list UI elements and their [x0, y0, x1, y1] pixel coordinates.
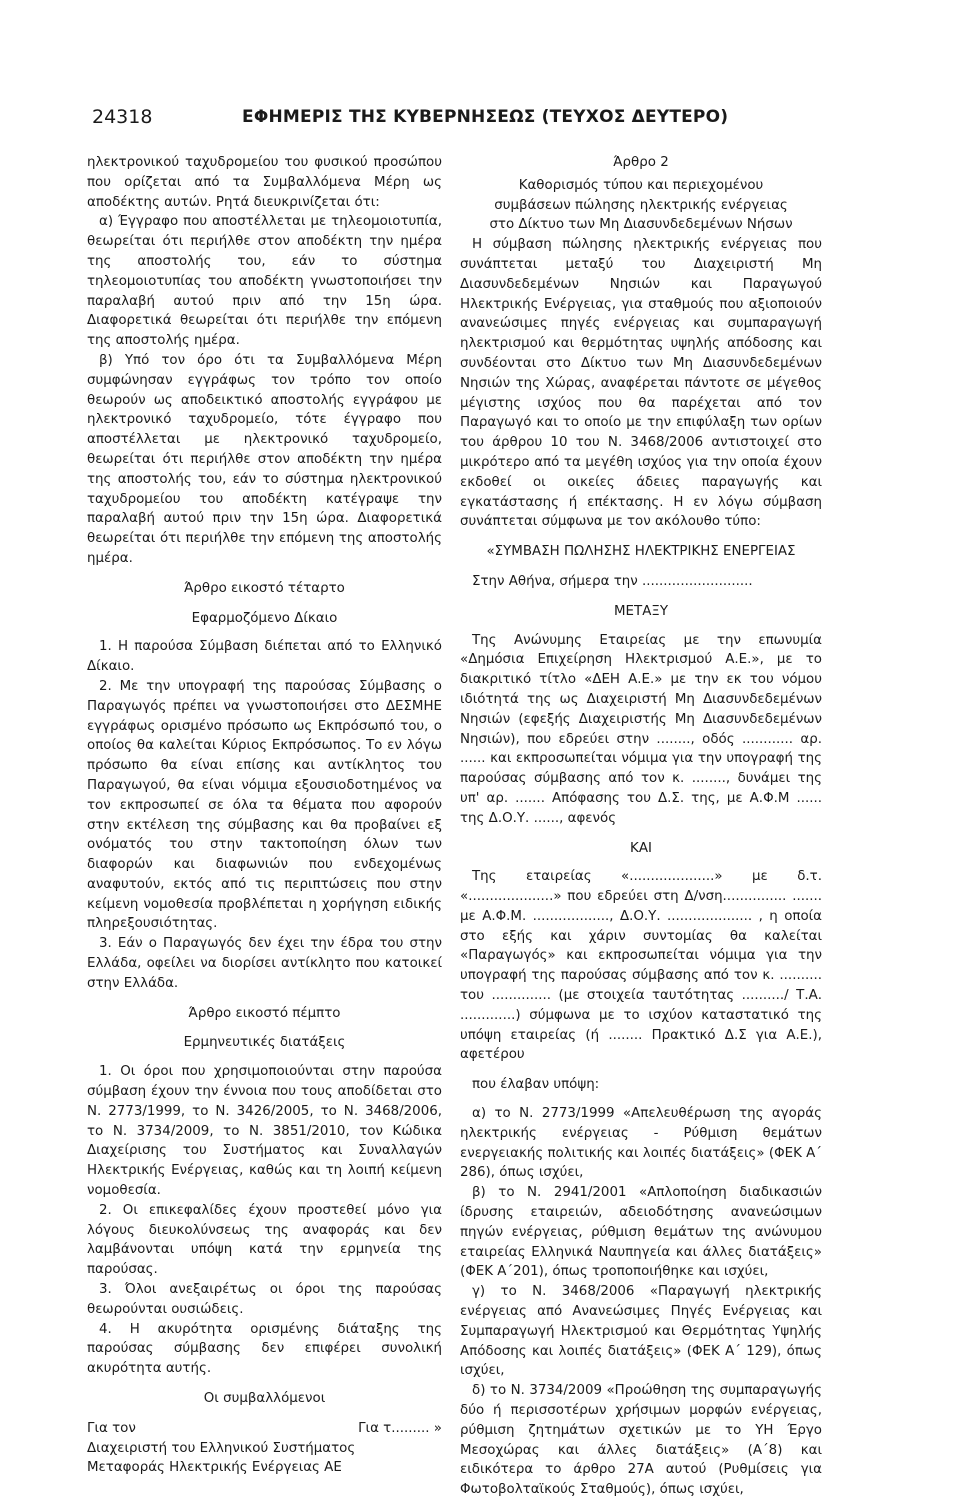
paragraph: β) το Ν. 2941/2001 «Απλοποίηση διαδικασιών ίδρυσης εταιρειών, αδειοδότησης ανανεώσιμων πηγών ενέργειας, ρύθμιση θεμάτων της ανώνυμου εταιρείας Ελληνικά Ναυπηγεία και άλλες διατάξεις» (ΦΕΚ Α΄201), όπως τροποποιήθηκε και ισχύει, [460, 1185, 822, 1280]
paragraph: 2. Με την υπογραφή της παρούσας Σύμβασης ο Παραγωγός πρέπει να γνωστοποιήσει στο ΔΕΣΜΗΕ εγγράφως ορισμένο πρόσωπο ως Εκπρόσωπό του, ο οποίος θα καλείται Κύριος Εκπρόσωπος. Το εν λόγω πρόσωπο θα είναι επίσης και αντίκλητος του Παραγωγού, θα είναι νόμιμα εξουσιοδοτημένος να τον εκπροσωπεί σε όλα τα θέματα που αφορούν στην εκτέλεση της σύμβασης και θα προβαίνει εξ ονόματός του στην τακτοποίηση όλων των διαφορών και διαφωνιών που ενδεχομένως αναφυτούν, εκτός από τις περιπτώσεις που στην κείμενη νομοθεσία προβλέπεται η χορήγηση ειδικής πληρεξουσιότητας. [87, 678, 442, 932]
having-regard: που έλαβαν υπόψη: [472, 1077, 600, 1093]
place-date: Στην Αθήνα, σήμερα την .......................... [472, 573, 753, 589]
journal-title: ΕΦΗΜΕΡΙΣ ΤΗΣ ΚΥΒΕΡΝΗΣΕΩΣ (ΤΕΥΧΟΣ ΔΕΥΤΕΡΟ) [242, 107, 729, 127]
signature-right [358, 1419, 442, 1478]
paragraph: 3. Εάν ο Παραγωγός δεν έχει την έδρα του στην Ελλάδα, οφείλει να διορίσει αντίκλητο που κατοικεί στην Ελλάδα. [87, 936, 442, 991]
left-column [87, 153, 442, 1478]
paragraph: α) Έγγραφο που αποστέλλεται με τηλεομοιοτυπία, θεωρείται ότι περιήλθε στον αποδέκτη την ημέρα της αποστολής του, εάν το σύστημα τηλεομοιοτυπίας του αποδέκτη γνωστοποιήσει την παραλαβή αυτού πριν από την 15η ώρα. Διαφορετικά θεωρείται ότι περιήλθε την επόμενη της αποστολής ημέρα. [87, 214, 442, 349]
article-24-subtitle: Εφαρμοζόμενο Δίκαιο [191, 610, 338, 626]
parties-title: Οι συμβαλλόμενοι [203, 1391, 326, 1407]
article-2-title: Άρθρο 2 [613, 155, 669, 170]
paragraph: Της εταιρείας «....................» με δ.τ. «....................» που εδρεύει στη Δ/νση............... ....... με Α.Φ.Μ. .................., Δ.Ο.Υ. .................... , η οποία στο εξής και χάριν συντομίας θα καλείται «Παραγωγός» και εκπροσωπείται νόμιμα για την υπογραφή της παρούσας σύμβασης από τον κ. .......... του .............. (με στοιχεία ταυτότητας ........../ Τ.Α. .............) σύμφωνα με το ισχύον καταστατικό της υπόψη εταιρείας (ή ........ Πρακτικό Δ.Σ για Α.Ε.), αφετέρου [460, 869, 822, 1063]
paragraph: Η σύμβαση πώλησης ηλεκτρικής ενέργειας που συνάπτεται μεταξύ του Διαχειριστή Μη Διασυνδεδεμένων Νησιών και Παραγωγού Ηλεκτρικής Ενέργειας, για σταθμούς που αξιοποιούν ανανεώσιμες πηγές ενέργειας και συμπαραγωγή ηλεκτρισμού και θερμότητας υψηλής απόδοσης και συνδέονται στο Δίκτυο των Μη Διασυνδεδεμένων Νησιών της Χώρας, αναφέρεται πάντοτε σε μέγεθος μέγιστης ισχύος που θα παρέχεται από τον Παραγωγό και το οποίο με την επιφύλαξη των ορίων του άρθρου 10 του Ν. 3468/2006 αντιστοιχεί στο μικρότερο από τα μεγέθη ισχύος για την οποία έχουν εκδοθεί οι οικείες άδειες παραγωγής και εγκατάστασης ή επέκτασης. Η εν λόγω σύμβαση συνάπτεται σύμφωνα με τον ακόλουθο τύπο: [460, 237, 822, 530]
paragraph: 3. Όλοι ανεξαιρέτως οι όροι της παρούσας θεωρούνται ουσιώδεις. [87, 1282, 442, 1317]
article-2-subtitle: Καθορισμός τύπου και περιεχομένου συμβάσεων πώλησης ηλεκτρικής ενέργειας στο Δίκτυο των Μη Διασυνδεδεμένων Νήσων [489, 177, 793, 233]
between-heading: ΜΕΤΑΞΥ [614, 603, 668, 619]
paragraph: 2. Οι επικεφαλίδες έχουν προστεθεί μόνο για λόγους διευκολύνσεως της αναφοράς και δεν λαμβάνονται υπόψη κατά την ερμηνεία της παρούσας. [87, 1202, 442, 1278]
and-heading: ΚΑΙ [630, 840, 652, 856]
page-header [92, 106, 872, 136]
signature-line: Μεταφοράς Ηλεκτρικής Ενέργειας ΑΕ [87, 1460, 342, 1476]
signature-row [87, 1419, 442, 1478]
right-column [460, 153, 822, 1500]
paragraph: Της Ανώνυμης Εταιρείας με την επωνυμία «Δημόσια Επιχείρηση Ηλεκτρισμού Α.Ε.», με το διακριτικό τίτλο «ΔΕΗ Α.Ε.» με την εκ του νόμου ιδιότητά της ως Διαχειριστή Μη Διασυνδεδεμένων Νησιών (εφεξής Διαχειριστής Μη Διασυνδεδεμένων Νησιών), που εδρεύει στην ........, οδός ............ αρ. ...... και εκπροσωπείται νόμιμα για την υπογραφή της παρούσας σύμβασης από τον κ. ........, δυνάμει της υπ' αρ. ....... Απόφασης του Δ.Σ. της, με Α.Φ.Μ ...... της Δ.Ο.Υ. ......, αφενός [460, 632, 822, 826]
paragraph: γ) το Ν. 3468/2006 «Παραγωγή ηλεκτρικής ενέργειας από Ανανεώσιμες Πηγές Ενέργειας και Συμπαραγωγή Ηλεκτρισμού και Θερμότητας Υψηλής Απόδοσης και λοιπές διατάξεις» (ΦΕΚ Α΄ 129), όπως ισχύει, [460, 1284, 822, 1379]
paragraph: ηλεκτρονικού ταχυδρομείου του φυσικού προσώπου που ορίζεται από τα Συμβαλλόμενα Μέρη ως αποδέκτης αυτών. Ρητά διευκρινίζεται ότι: [87, 155, 442, 210]
paragraph: α) το Ν. 2773/1999 «Απελευθέρωση της αγοράς ηλεκτρικής ενέργειας - Ρύθμιση θεμάτων ενεργειακής πολιτικής και λοιπές διατάξεις» (ΦΕΚ Α΄ 286), όπως ισχύει, [460, 1106, 822, 1181]
paragraph: 1. Οι όροι που χρησιμοποιούνται στην παρούσα σύμβαση έχουν την έννοια που τους αποδίδεται στο Ν. 2773/1999, το Ν. 3426/2005, το Ν. 3468/2006, το Ν. 3734/2009, το Ν. 3851/2010, τον Κώδικα Διαχείρισης του Συστήματος και Συναλλαγών Ηλεκτρικής Ενέργειας, καθώς και τη λοιπή κείμενη νομοθεσία. [87, 1064, 442, 1199]
article-25-subtitle: Ερμηνευτικές διατάξεις [183, 1035, 346, 1051]
article-24-title: Άρθρο εικοστό τέταρτο [184, 580, 345, 596]
paragraph: 4. Η ακυρότητα ορισμένης διάταξης της παρούσας σύμβασης δεν επιφέρει συνολική ακυρότητα αυτής. [87, 1321, 442, 1377]
page-number: 24318 [92, 106, 153, 128]
article-25-title: Άρθρο εικοστό πέμπτο [188, 1005, 341, 1021]
paragraph: 1. Η παρούσα Σύμβαση διέπεται από το Ελληνικό Δίκαιο. [87, 639, 442, 675]
contract-title: «ΣΥΜΒΑΣΗ ΠΩΛΗΣΗΣ ΗΛΕΚΤΡΙΚΗΣ ΕΝΕΡΓΕΙΑΣ [486, 544, 796, 560]
signature-line: Για τ......... » [358, 1420, 442, 1436]
signature-line: Διαχειριστή του Ελληνικού Συστήματος [87, 1440, 356, 1456]
paragraph: δ) το Ν. 3734/2009 «Προώθηση της συμπαραγωγής δύο ή περισσοτέρων χρήσιμων μορφών ενέργειας, ρύθμιση ζητημάτων σχετικών με το ΥΗ Έργο Μεσοχώρας και άλλες διατάξεις» (Α΄8) και ειδικότερα το άρθρο 27Α αυτού (Ρυθμίσεις για Φωτοβολταϊκούς Σταθμούς), όπως ισχύει, [460, 1383, 822, 1498]
paragraph: β) Υπό τον όρο ότι τα Συμβαλλόμενα Μέρη συμφώνησαν εγγράφως τον τρόπο τον οποίο θεωρούν ως αποδεικτικό αποστολής εγγράφου με ηλεκτρονικό ταχυδρομείο, τότε έγγραφο που αποστέλλεται με ηλεκτρονικό ταχυδρομείο, θεωρείται ότι περιήλθε στον αποδέκτη την ημέρα της αποστολής του, εάν το σύστημα ηλεκτρονικού ταχυδρομείου του αποδέκτη κατέγραψε την παραλαβή αυτού πριν την 15η ώρα. Διαφορετικά θεωρείται ότι περιήλθε την επόμενη της αποστολής ημέρα. [87, 352, 442, 566]
signature-line: Για τον [87, 1420, 136, 1436]
signature-left [87, 1419, 355, 1478]
